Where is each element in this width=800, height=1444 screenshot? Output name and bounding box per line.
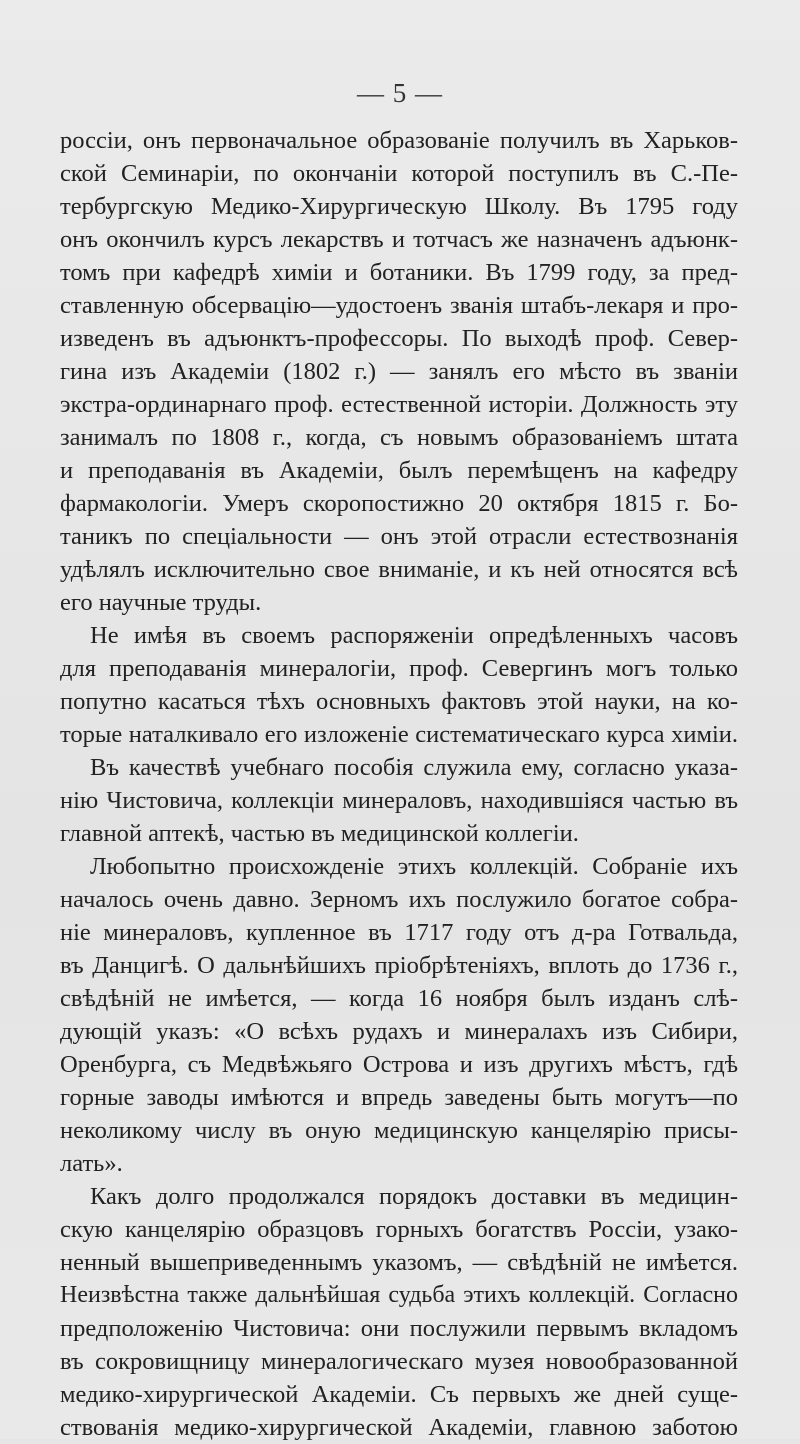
text-line: изведенъ въ адъюнктъ-профессоры. По выходѣ проф. Север- [60, 325, 738, 352]
text-line: Неизвѣстна также дальнѣйшая судьба этихъ коллекцій. Согласно [60, 1282, 738, 1308]
text-line: ствованія медико-хирургической Академіи, главною заботою [60, 1414, 738, 1441]
text-line: горные заводы имѣются и впредь заведены быть могутъ—по [60, 1084, 738, 1111]
text-line: ставленную обсервацію—удостоенъ званія штабъ-лекаря и про- [60, 292, 738, 319]
text-line: его научные труды. [60, 589, 262, 616]
text-line: онъ окончилъ курсъ лекарствъ и тотчасъ же назначенъ адъюнк- [60, 226, 738, 253]
text-line: свѣдѣній не имѣется, — когда 16 ноября былъ изданъ слѣ- [60, 985, 738, 1012]
text-line: экстра-ординарнаго проф. естественной исторіи. Должность эту [60, 391, 738, 418]
text-line: тербургскую Медико-Хирургическую Школу. Въ 1795 году [60, 193, 738, 220]
text-line: Какъ долго продолжался порядокъ доставки въ медицин- [90, 1183, 738, 1210]
text-line: попутно касаться тѣхъ основныхъ фактовъ этой науки, на ко- [60, 688, 738, 715]
text-line: для преподаванія минералогіи, проф. Севергинъ могъ только [60, 655, 738, 682]
text-line: россіи, онъ первоначальное образованіе получилъ въ Харьков- [60, 127, 738, 154]
text-line: ской Семинаріи, по окончаніи которой поступилъ въ С.-Пе- [60, 160, 738, 187]
text-line: Любопытно происхожденіе этихъ коллекцій. Собраніе ихъ [90, 853, 738, 880]
text-line: Не имѣя въ своемъ распоряженіи опредѣленныхъ часовъ [90, 622, 738, 649]
text-line: началось очень давно. Зерномъ ихъ послужило богатое собра- [60, 886, 738, 913]
text-line: занималъ по 1808 г., когда, съ новымъ образованіемъ штата [60, 424, 738, 451]
text-line: и преподаванія въ Академіи, былъ перемѣщенъ на кафедру [60, 457, 738, 484]
text-line: гина изъ Академіи (1802 г.) — занялъ его мѣсто въ званіи [60, 358, 738, 385]
page-body-text [60, 124, 738, 1444]
text-line: нію Чистовича, коллекціи минераловъ, находившіяся частью въ [60, 787, 738, 814]
text-line: Оренбурга, съ Медвѣжьяго Острова и изъ другихъ мѣстъ, гдѣ [60, 1051, 738, 1078]
text-line: Въ качествѣ учебнаго пособія служила ему, согласно указа- [90, 754, 738, 781]
text-line: главной аптекѣ, частью въ медицинской коллегіи. [60, 820, 579, 847]
page-number: — 5 — [357, 78, 443, 108]
text-line: медико-хирургической Академіи. Съ первыхъ же дней суще- [60, 1381, 738, 1408]
text-line: торые наталкивало его изложеніе систематическаго курса химіи. [60, 721, 738, 748]
text-line: скую канцелярію образцовъ горныхъ богатствъ Россіи, узако- [60, 1216, 738, 1243]
text-line: въ Данцигѣ. О дальнѣйшихъ пріобрѣтеніяхъ, вплоть до 1736 г., [60, 952, 738, 979]
text-line: фармакологіи. Умеръ скоропостижно 20 октября 1815 г. Бо- [60, 490, 738, 517]
text-line: таникъ по спеціальности — онъ этой отрасли естествознанія [60, 523, 738, 550]
text-line: дующій указъ: «О всѣхъ рудахъ и минералахъ изъ Сибири, [60, 1018, 738, 1045]
text-line: въ сокровищницу минералогическаго музея новообразованной [60, 1348, 738, 1375]
text-line: ненный вышеприведеннымъ указомъ, — свѣдѣній не имѣется. [60, 1249, 738, 1276]
text-line: удѣлялъ исключительно свое вниманіе, и къ ней относятся всѣ [60, 556, 738, 583]
text-line: неколикому числу въ оную медицинскую канцелярію присы- [60, 1117, 738, 1144]
text-line: лать». [60, 1150, 123, 1177]
text-line: томъ при кафедрѣ химіи и ботаники. Въ 1799 году, за пред- [60, 259, 738, 286]
text-line: предположенію Чистовича: они послужили первымъ вкладомъ [60, 1315, 738, 1342]
text-line: ніе минераловъ, купленное въ 1717 году отъ д-ра Готвальда, [60, 919, 738, 946]
